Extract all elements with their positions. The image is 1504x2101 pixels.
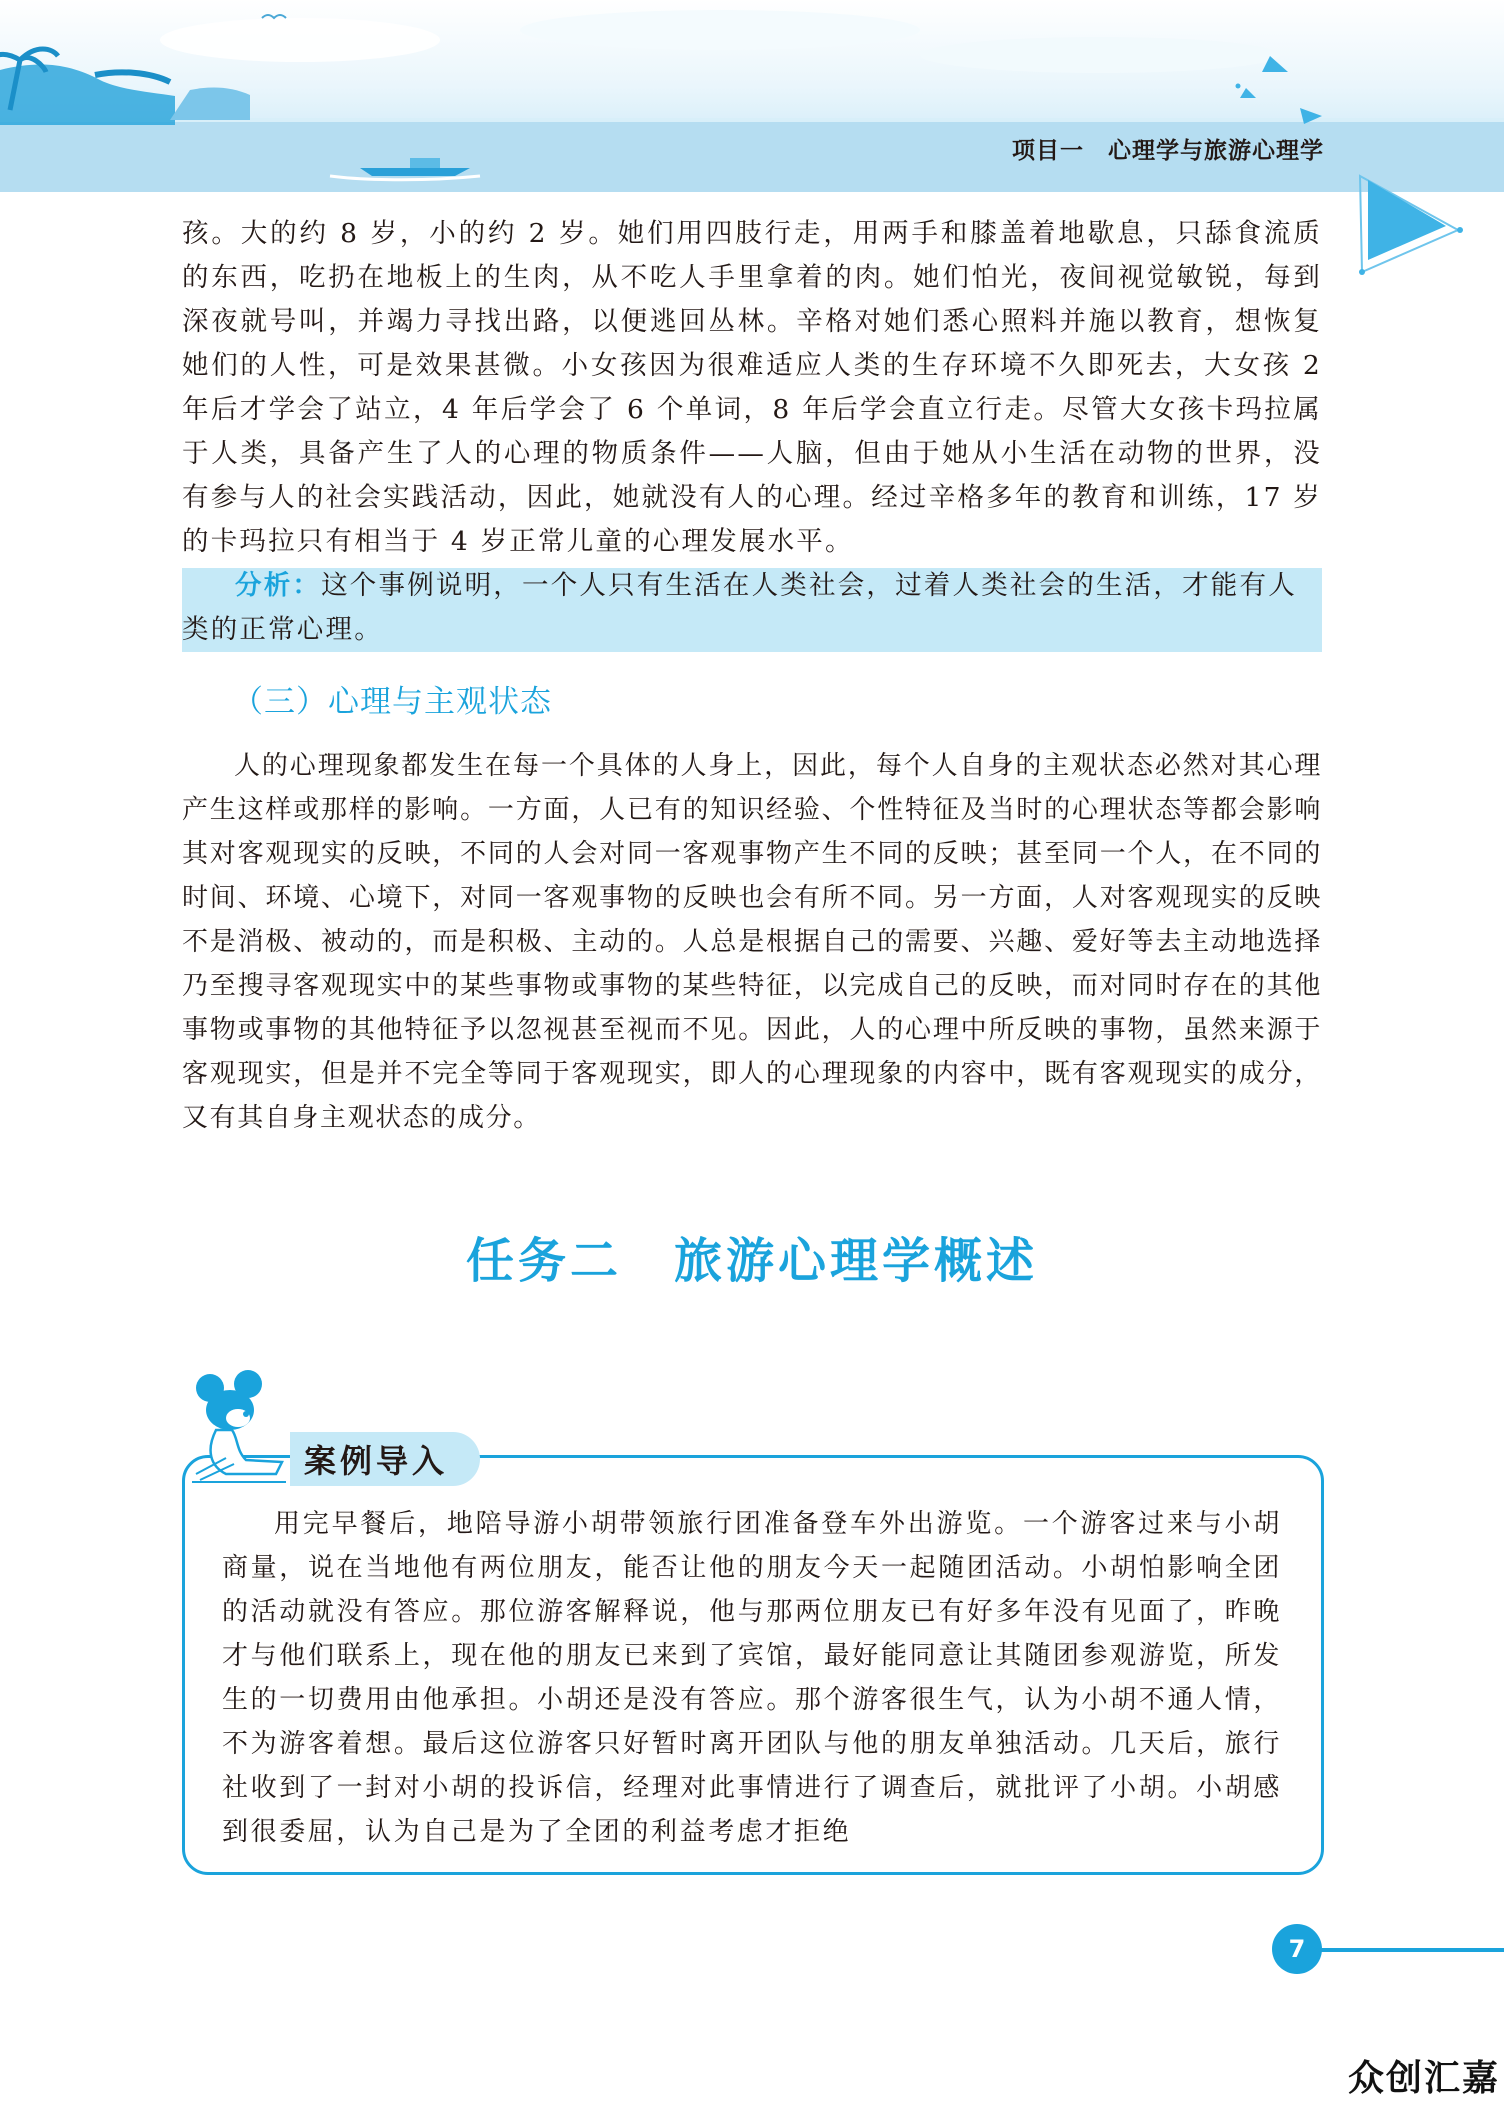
subsection-heading: （三）心理与主观状态 (232, 684, 552, 720)
analysis-label: 分析： (235, 570, 322, 601)
running-header: 项目一 心理学与旅游心理学 (1012, 138, 1324, 164)
page-number: 7 (1272, 1924, 1322, 1974)
watermark: 众创汇嘉 (1347, 2058, 1500, 2099)
continued-paragraph: 孩。大的约 8 岁，小的约 2 岁。她们用四肢行走，用两手和膝盖着地歇息，只舔食流质的东西，吃扔在地板上的生肉，从不吃人手里拿着的肉。她们怕光，夜间视觉敏锐，每到深夜就号叫，并竭力寻找出路，以便逃回丛林。辛格对她们悉心照料并施以教育，想恢复她们的人性，可是效果甚微。小女孩因为很难适应人类的生存环境不久即死去，大女孩 2 年后才学会了站立，4 年后学会了 6 个单词，8 年后学会直立行走。尽管大女孩卡玛拉属于人类，具备产生了人的心理的物质条件——人脑，但由于她从小生活在动物的世界，没有参与人的社会实践活动，因此，她就没有人的心理。经过辛格多年的教育和训练，17 岁的卡玛拉只有相当于 4 岁正常儿童的心理发展水平。 (182, 218, 1322, 557)
mouse-mascot-icon (186, 1370, 296, 1490)
triangle-decoration-icon (1350, 150, 1470, 280)
subsection-paragraph: 人的心理现象都发生在每一个具体的人身上，因此，每个人自身的主观状态必然对其心理产生这样或那样的影响。一方面，人已有的知识经验、个性特征及当时的心理状态等都会影响其对客观现实的反映，不同的人会对同一客观事物产生不同的反映；甚至同一个人，在不同的时间、环境、心境下，对同一客观事物的反映也会有所不同。另一方面，人对客观现实的反映不是消极、被动的，而是积极、主动的。人总是根据自己的需要、兴趣、爱好等去主动地选择乃至搜寻客观现实中的某些事物或事物的某些特征，以完成自己的反映，而对同时存在的其他事物或事物的其他特征予以忽视甚至视而不见。因此，人的心理中所反映的事物，虽然来源于客观现实，但是并不完全等同于客观现实，即人的心理现象的内容中，既有客观现实的成分，又有其自身主观状态的成分。 (182, 751, 1322, 1133)
page-number-rule (1312, 1948, 1504, 1952)
case-paragraph: 用完早餐后，地陪导游小胡带领旅行团准备登车外出游览。一个游客过来与小胡商量，说在当地他有两位朋友，能否让他的朋友今天一起随团活动。小胡怕影响全团的活动就没有答应。那位游客解释说，他与那两位朋友已有好多年没有见面了，昨晚才与他们联系上，现在他的朋友已来到了宾馆，最好能同意让其随团参观游览，所发生的一切费用由他承担。小胡还是没有答应。那个游客很生气，认为小胡不通人情，不为游客着想。最后这位游客只好暂时离开团队与他的朋友单独活动。几天后，旅行社收到了一封对小胡的投诉信，经理对此事情进行了调查后，就批评了小胡。小胡感到很委屈，认为自己是为了全团的利益考虑才拒绝 (222, 1509, 1282, 1847)
case-label: 案例导入 (304, 1442, 449, 1480)
header-banner (0, 0, 1504, 192)
analysis-text: 这个事例说明，一个人只有生活在人类社会，过着人类社会的生活，才能有人类的正常心理。 (182, 570, 1297, 645)
analysis-paragraph (182, 564, 1322, 652)
task-title: 任务二 旅游心理学概述 (465, 1233, 1038, 1289)
